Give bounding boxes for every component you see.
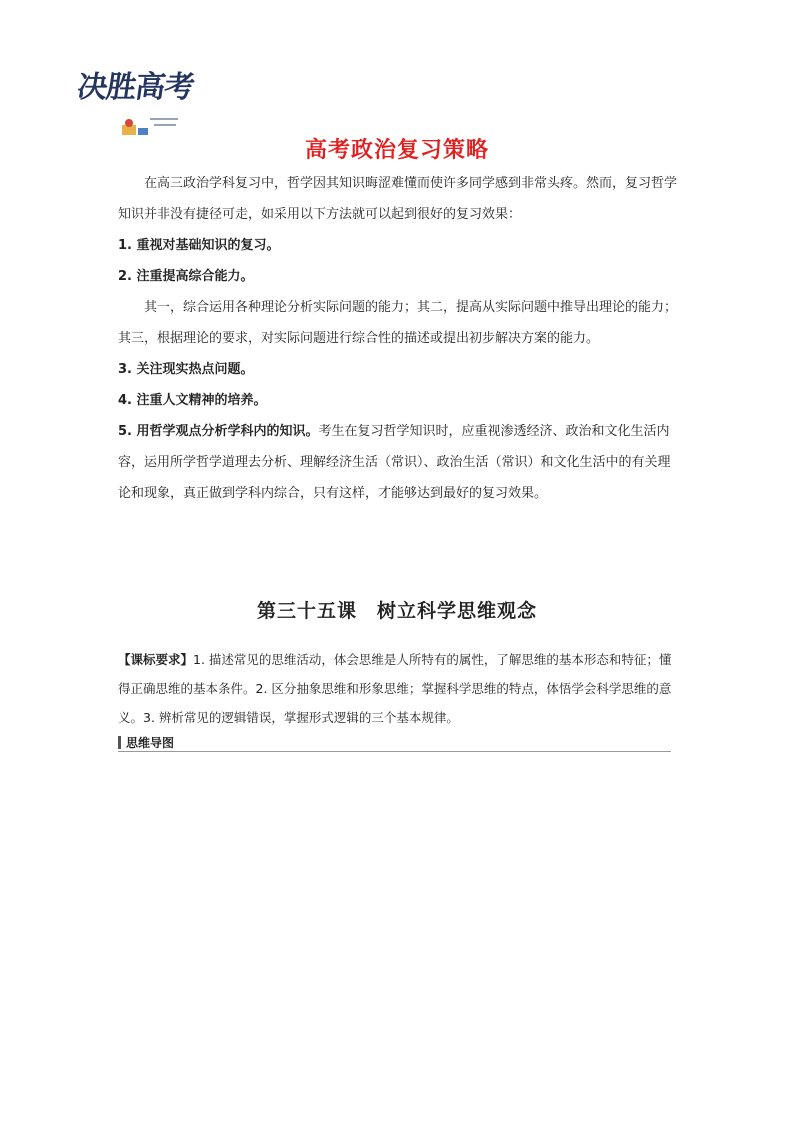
requirements-text: 1. 描述常见的思维活动，体会思维是人所特有的属性，了解思维的基本形态和特征；懂得正确思维的基本条件。2. 区分抽象思维和形象思维；掌握科学思维的特点，体悟学会科学思维的意义。3. 辨析常见的逻辑错误，掌握形式逻辑的三个基本规律。 xyxy=(118,652,672,725)
strategy-item-4-head: 4. 注重人文精神的培养。 xyxy=(118,393,267,408)
intro-paragraph: 在高三政治学科复习中，哲学因其知识晦涩难懂而使许多同学感到非常头疼。然而，复习哲学知识并非没有捷径可走，如采用以下方法就可以起到很好的复习效果： xyxy=(118,176,678,222)
logo-text: 决胜高考 xyxy=(75,70,196,105)
requirements-label: 【课标要求】 xyxy=(118,652,194,667)
curriculum-requirements xyxy=(118,645,678,732)
strategy-item-3 xyxy=(118,354,678,385)
lesson-number: 第三十五课 xyxy=(256,600,357,622)
lesson-title xyxy=(0,596,794,623)
lesson-name: 树立科学思维观念 xyxy=(377,600,538,622)
section-marker-bar xyxy=(118,736,121,749)
strategy-item-1-head: 1. 重视对基础知识的复习。 xyxy=(118,238,280,253)
strategy-item-5 xyxy=(118,416,678,509)
logo xyxy=(75,60,208,142)
strategy-item-2 xyxy=(118,261,678,292)
strategy-item-5-head: 5. 用哲学观点分析学科内的知识。 xyxy=(118,424,319,439)
strategy-item-1 xyxy=(118,230,678,261)
mindmap-label: 思维导图 xyxy=(126,736,175,750)
strategy-body xyxy=(118,168,678,509)
mindmap-section-header xyxy=(118,734,671,752)
strategy-item-5-body: 考生在复习哲学知识时，应重视渗透经济、政治和文化生活内容，运用所学哲学道理去分析、理解经济生活（常识）、政治生活（常识）和文化生活中的有关理论和现象，真正做到学科内综合，只有这样，才能够达到最好的复习效果。 xyxy=(118,424,671,501)
strategy-item-2-head: 2. 注重提高综合能力。 xyxy=(118,269,254,284)
ability-paragraph: 其一，综合运用各种理论分析实际问题的能力；其二，提高从实际问题中推导出理论的能力；其三，根据理论的要求，对实际问题进行综合性的描述或提出初步解决方案的能力。 xyxy=(118,300,678,346)
strategy-item-4 xyxy=(118,385,678,416)
strategy-item-3-head: 3. 关注现实热点问题。 xyxy=(118,362,254,377)
document-title: 高考政治复习策略 xyxy=(304,138,489,163)
